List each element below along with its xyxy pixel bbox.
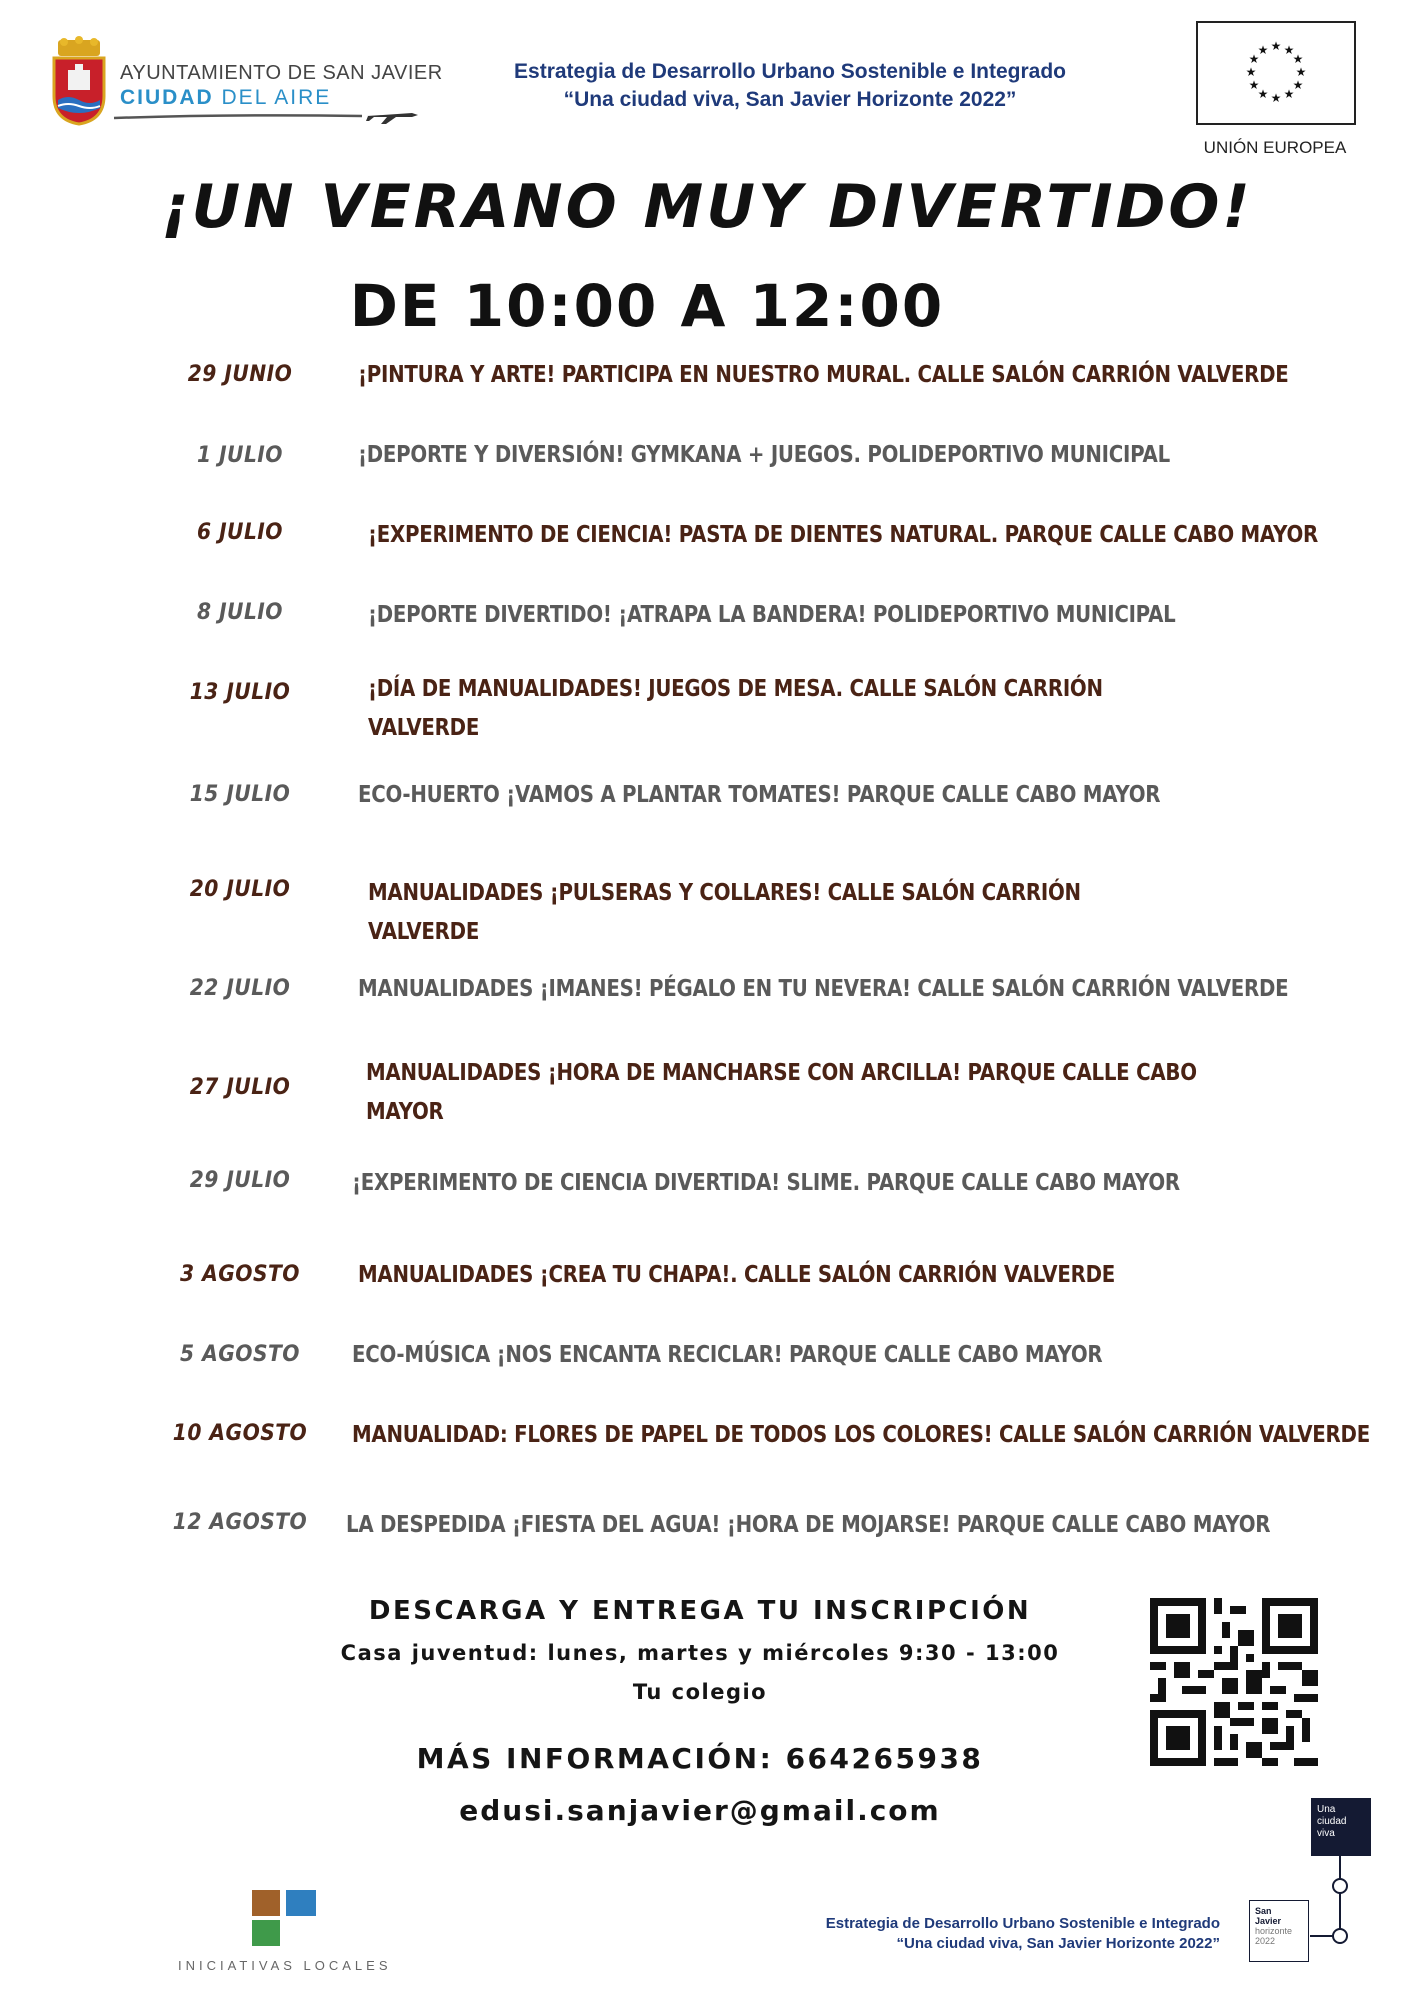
schedule-activity-line: MAYOR [366,1099,444,1125]
schedule-activity-line: MANUALIDADES ¡IMANES! PÉGALO EN TU NEVERA! CALLE SALÓN CARRIÓN VALVERDE [358,976,1289,1002]
schedule-activity-line: ¡DEPORTE Y DIVERSIÓN! GYMKANA + JUEGOS. POLIDEPORTIVO MUNICIPAL [358,442,1170,468]
registration-heading: DESCARGA Y ENTREGA TU INSCRIPCIÓN [368,1596,1032,1626]
badge-line: viva [1317,1828,1335,1839]
schedule-activity-line: ECO-MÚSICA ¡NOS ENCANTA RECICLAR! PARQUE CALLE CABO MAYOR [352,1342,1103,1368]
schedule-activity-line: MANUALIDAD: FLORES DE PAPEL DE TODOS LOS COLORES! CALLE SALÓN CARRIÓN VALVERDE [352,1422,1370,1448]
municipality-name: AYUNTAMIENTO DE SAN JAVIER [120,62,443,84]
schedule-activity-line: ¡EXPERIMENTO DE CIENCIA! PASTA DE DIENTES NATURAL. PARQUE CALLE CABO MAYOR [368,522,1318,548]
contact-email[interactable]: edusi.sanjavier@gmail.com [459,1794,941,1827]
svg-text:★: ★ [1257,43,1269,57]
schedule-activity [352,1164,1180,1203]
svg-text:★: ★ [1295,65,1307,79]
schedule-activity [352,1416,1370,1455]
svg-text:★: ★ [1292,78,1304,92]
schedule-activity-line: ¡PINTURA Y ARTE! PARTICIPA EN NUESTRO MURAL. CALLE SALÓN CARRIÓN VALVERDE [358,362,1289,388]
strategy-subtitle: “Una ciudad viva, San Javier Horizonte 2022” [563,88,1017,111]
san-javier-horizonte-badge [1249,1900,1309,1962]
page-subtitle-hours: DE 10:00 A 12:00 [349,272,945,340]
schedule-activity [346,1506,1270,1545]
registration-location-2: Tu colegio [632,1680,768,1704]
badge-line: ciudad [1317,1816,1347,1827]
contact-phone: MÁS INFORMACIÓN: 664265938 [416,1742,984,1775]
schedule-date: 22 JULIO [189,976,291,1001]
schedule-activity [358,776,1160,815]
footer-strategy [700,1914,1220,1954]
schedule-activity [368,670,1103,748]
schedule-activity [368,874,1081,952]
svg-text:★: ★ [1283,43,1295,57]
badge-line: 2022 [1255,1936,1276,1946]
schedule-activity [358,436,1170,475]
iniciativas-locales-label: INICIATIVAS LOCALES [178,1958,392,1973]
schedule-activity-line: ECO-HUERTO ¡VAMOS A PLANTAR TOMATES! PARQUE CALLE CABO MAYOR [358,782,1161,808]
municipal-crest-icon [50,36,108,126]
qr-code-icon[interactable] [1150,1598,1318,1766]
eu-label: UNIÓN EUROPEA [1203,138,1347,157]
badge-line: Javier [1255,1916,1282,1926]
svg-text:★: ★ [1270,39,1282,53]
schedule-activity [358,970,1288,1009]
badge-line: Una [1317,1804,1336,1815]
schedule-activity-line: ¡DÍA DE MANUALIDADES! JUEGOS DE MESA. CALLE SALÓN CARRIÓN [368,676,1103,702]
eu-flag-icon [1196,21,1356,125]
svg-text:★: ★ [1292,52,1304,66]
svg-text:★: ★ [1283,87,1295,101]
footer-strategy-title: Estrategia de Desarrollo Urbano Sostenible e Integrado [825,1915,1220,1932]
schedule-activity [368,516,1318,555]
schedule-date: 1 JULIO [197,443,283,468]
schedule-activity-line: MANUALIDADES ¡CREA TU CHAPA!. CALLE SALÓN CARRIÓN VALVERDE [358,1262,1115,1288]
una-ciudad-viva-badge [1311,1798,1371,1856]
schedule-activity [366,1054,1197,1132]
schedule-activity [352,1336,1102,1375]
strategy-title: Estrategia de Desarrollo Urbano Sostenible e Integrado [514,60,1066,83]
page-title: ¡UN VERANO MUY DIVERTIDO! [161,172,1253,242]
schedule-date: 10 AGOSTO [172,1421,308,1446]
schedule-activity [358,1256,1115,1295]
footer-strategy-subtitle: “Una ciudad viva, San Javier Horizonte 2022” [896,1935,1220,1952]
schedule-date: 29 JULIO [189,1168,291,1193]
svg-text:★: ★ [1270,91,1282,105]
badge-line: San [1255,1906,1272,1916]
iniciativas-locales-logo-icon [250,1888,320,1948]
municipality-tagline: CIUDAD DEL AIRE [120,86,332,109]
schedule-date: 12 AGOSTO [172,1510,308,1535]
schedule-date: 20 JULIO [189,877,291,902]
badge-line: horizonte [1255,1926,1293,1936]
schedule-activity-line: VALVERDE [368,919,480,945]
schedule-date: 5 AGOSTO [180,1342,300,1367]
registration-location-1: Casa juventud: lunes, martes y miércoles 9:30 - 13:00 [340,1641,1060,1665]
schedule-activity-line: ¡EXPERIMENTO DE CIENCIA DIVERTIDA! SLIME. PARQUE CALLE CABO MAYOR [352,1170,1180,1196]
svg-text:★: ★ [1248,52,1260,66]
schedule-activity-line: ¡DEPORTE DIVERTIDO! ¡ATRAPA LA BANDERA! POLIDEPORTIVO MUNICIPAL [368,602,1176,628]
schedule-date: 29 JUNIO [187,362,293,387]
strategy-header [470,58,1110,114]
connector-line-icon [1300,1856,1360,1946]
schedule-activity-line: MANUALIDADES ¡PULSERAS Y COLLARES! CALLE SALÓN CARRIÓN [368,880,1081,906]
schedule-activity-line: LA DESPEDIDA ¡FIESTA DEL AGUA! ¡HORA DE MOJARSE! PARQUE CALLE CABO MAYOR [346,1512,1271,1538]
schedule-activity-line: VALVERDE [368,715,480,741]
schedule-date: 27 JULIO [189,1075,291,1100]
jet-plane-icon [112,106,422,126]
svg-text:★: ★ [1248,78,1260,92]
schedule-date: 3 AGOSTO [180,1262,300,1287]
schedule-date: 6 JULIO [197,520,283,545]
schedule-date: 8 JULIO [197,600,283,625]
schedule-activity-line: MANUALIDADES ¡HORA DE MANCHARSE CON ARCILLA! PARQUE CALLE CABO [366,1060,1197,1086]
svg-text:★: ★ [1257,87,1269,101]
schedule-date: 15 JULIO [189,782,291,807]
schedule-date: 13 JULIO [189,680,291,705]
svg-text:★: ★ [1245,65,1257,79]
schedule-activity [358,356,1289,395]
schedule-activity [368,596,1175,635]
